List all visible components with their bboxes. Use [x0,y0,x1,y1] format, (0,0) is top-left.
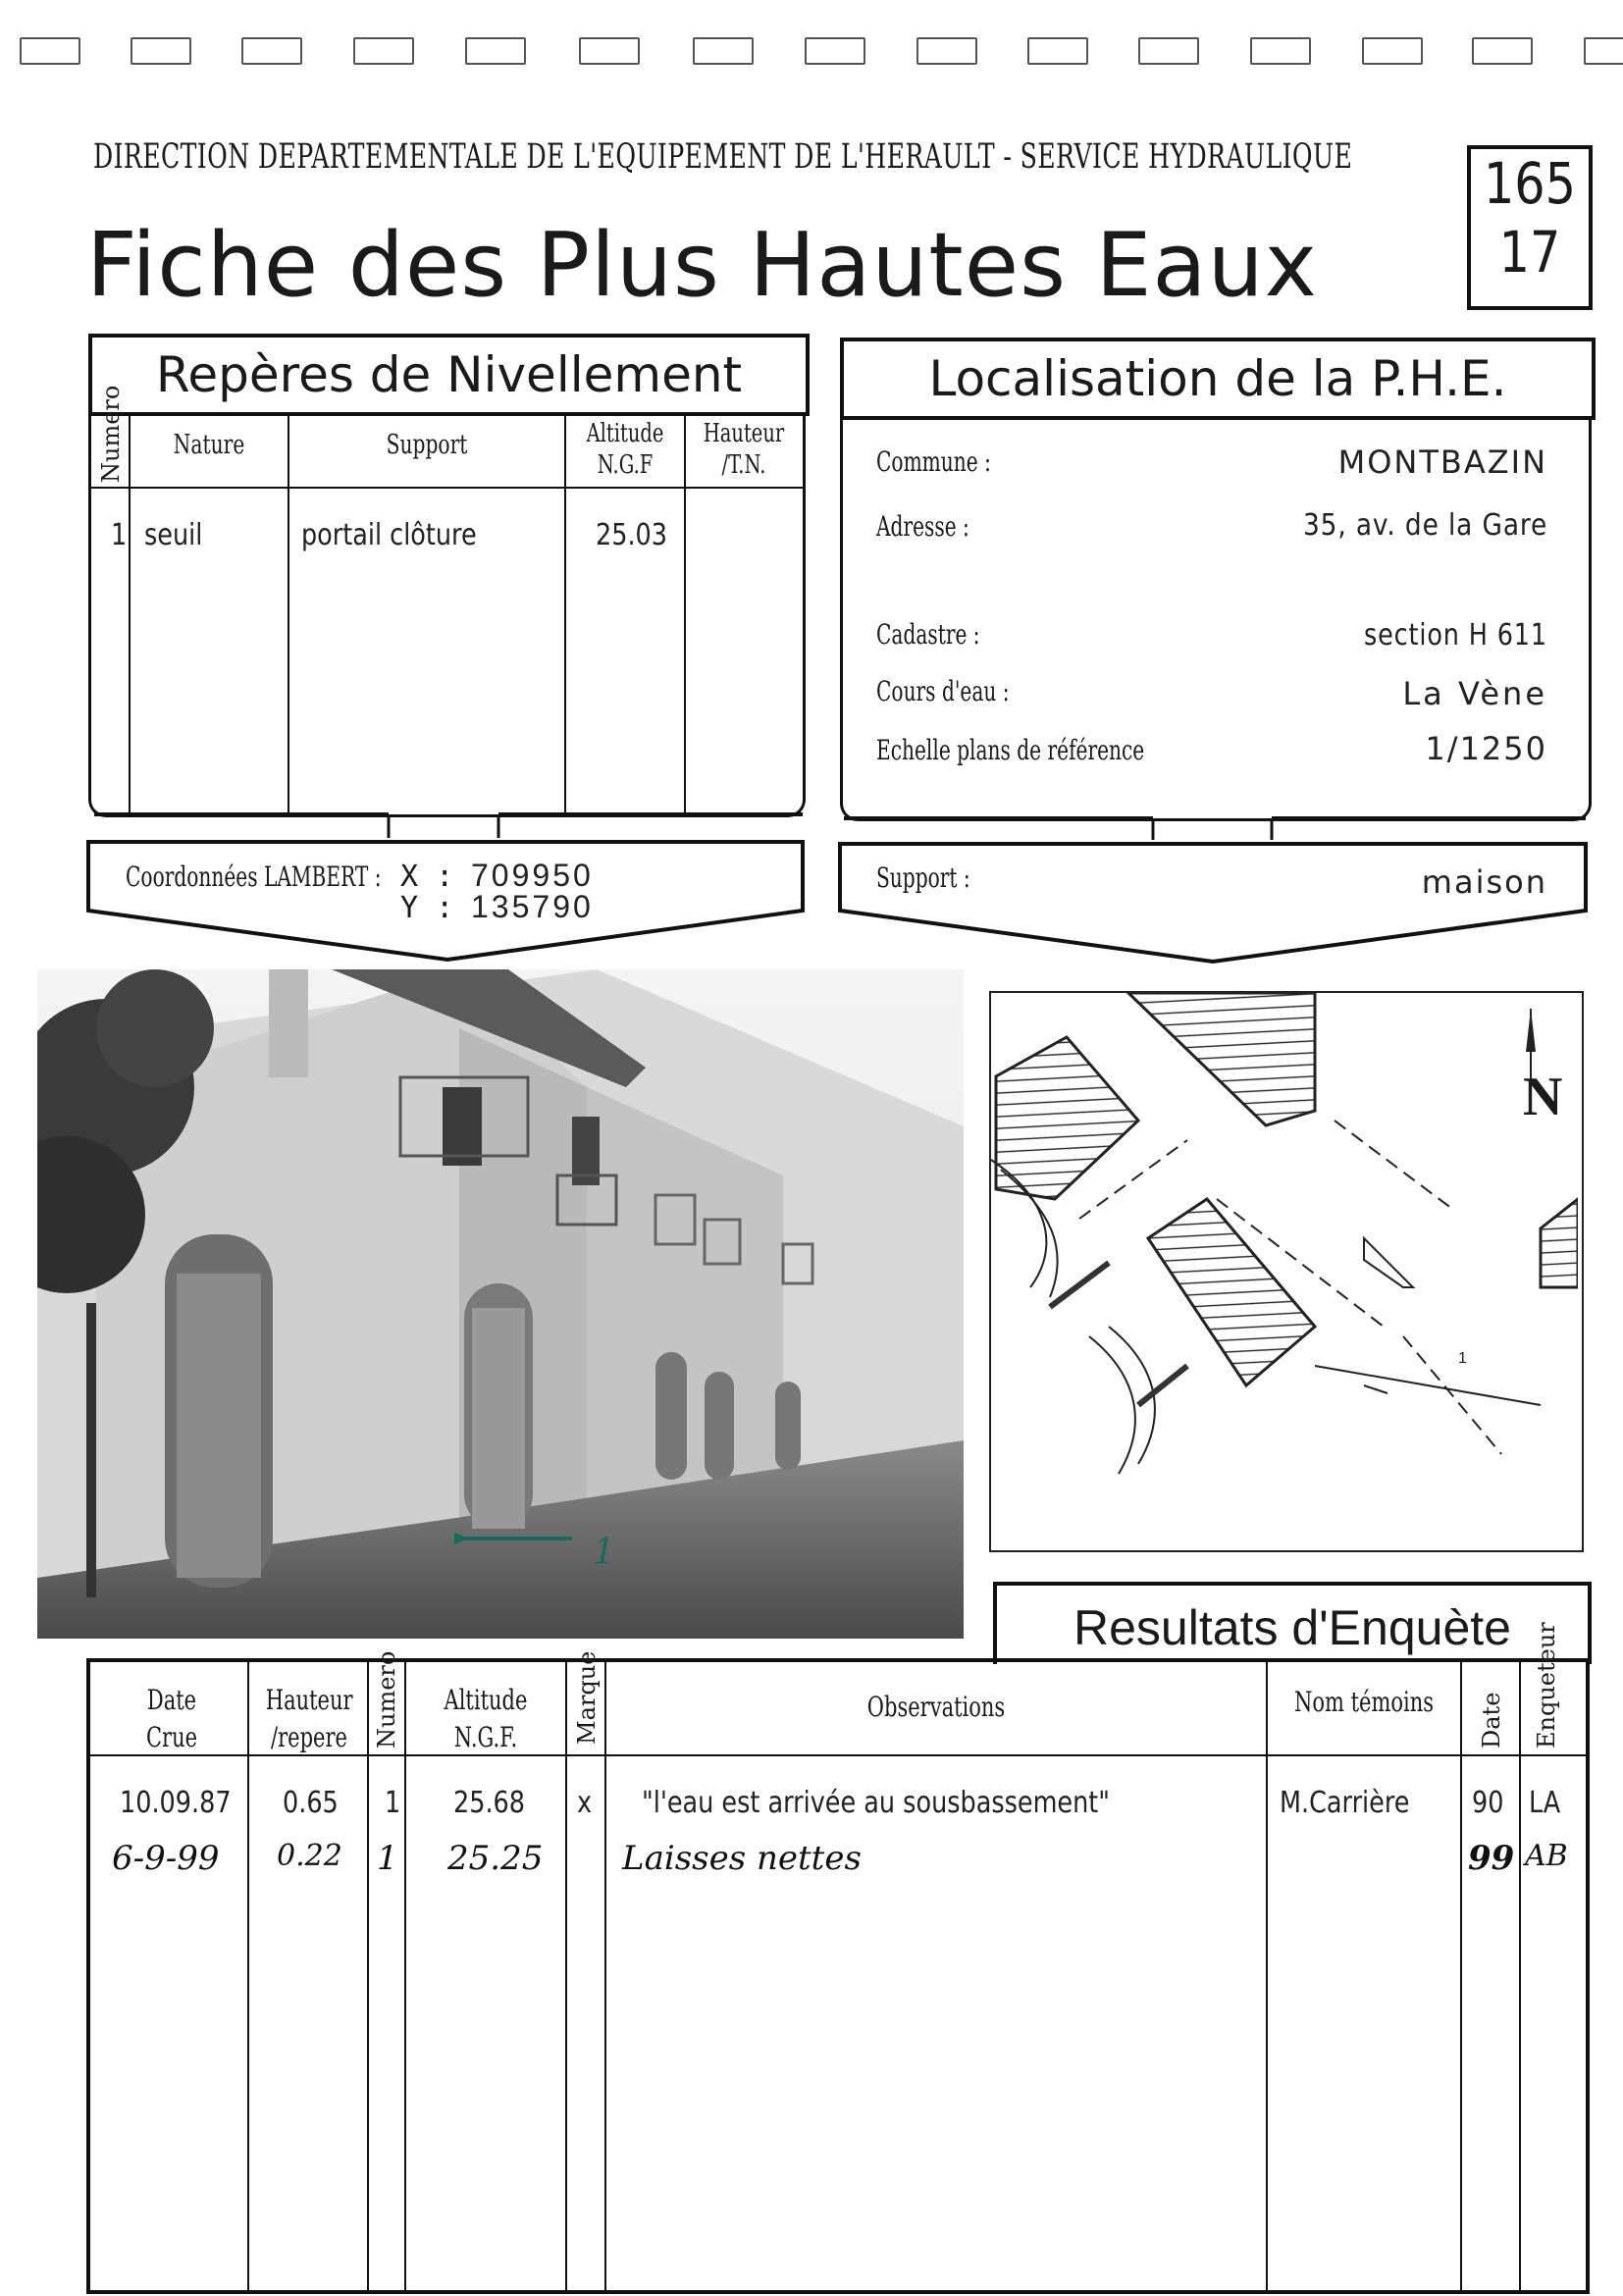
photo-marker-label: 1 [593,1533,615,1573]
x-label: X : [400,860,454,894]
street-photo [37,969,964,1639]
resultats-col-date-crue: Date Crue [145,1684,198,1753]
resultats-col-observations: Observations [866,1691,1006,1723]
resultat-1-nom: M.Carrière [1280,1786,1410,1820]
resultat-1-numero: 1 [385,1786,401,1820]
resultats-col-altitude: Altitude N.G.F. [444,1684,528,1753]
echelle-value: 1/1250 [1425,730,1547,767]
fiche-number-bottom: 17 [1498,219,1561,286]
resultat-1-marque: x [577,1786,593,1820]
north-label: N [1523,1067,1563,1127]
reperes-row-nature: seuil [144,518,203,552]
reperes-col-nature: Nature [173,430,245,460]
lambert-label: Coordonnées LAMBERT : [126,861,382,893]
resultats-col-hauteur: Hauteur /repere [265,1684,353,1753]
y-label: Y : [400,891,454,925]
resultat-2-hauteur: 0.22 [277,1839,342,1873]
commune-value: MONTBAZIN [1337,444,1547,481]
support-value: maison [1421,863,1547,901]
cadastre-label: Cadastre : [876,618,980,651]
resultat-2-enqueteur: AB [1525,1839,1568,1873]
reperes-title: Repères de Nivellement [88,334,810,416]
reperes-col-altitude: Altitude N.G.F [586,419,664,480]
commune-label: Commune : [876,445,991,478]
reperes-table [88,385,806,817]
y-value: 135790 [471,889,594,924]
resultats-col-numero: Numero [373,1650,400,1748]
resultat-1-date-crue: 10.09.87 [120,1786,232,1820]
resultat-1-date: 90 [1472,1786,1504,1820]
resultat-1-enqueteur: LA [1529,1786,1561,1820]
resultat-2-observations: Laisses nettes [622,1839,862,1878]
echelle-label: Echelle plans de référence [876,734,1145,766]
reperes-col-hauteur: Hauteur /T.N. [703,419,785,480]
resultat-1-altitude: 25.68 [453,1786,526,1820]
adresse-label: Adresse : [876,510,969,543]
cadastre-value: section H 611 [1364,618,1547,652]
reperes-row-altitude: 25.03 [596,518,668,552]
organisation-heading: DIRECTION DEPARTEMENTALE DE L'EQUIPEMENT DE L'HERAULT - SERVICE HYDRAULIQUE [93,137,1353,177]
fiche-number-box [1467,145,1593,310]
site-plan-drawing [991,993,1578,1546]
fiche-number-top: 165 [1483,150,1577,217]
reperes-col-numero: Numero [97,385,125,483]
resultats-col-marque: Marque [573,1650,601,1745]
plan-marker-label: 1 [1458,1350,1467,1367]
resultat-1-observations: "l'eau est arrivée au sousbassement" [642,1786,1111,1820]
cours-eau-label: Cours d'eau : [876,675,1010,707]
resultat-2-date-crue: 6-9-99 [112,1839,220,1878]
x-value: 709950 [471,858,594,893]
resultat-1-hauteur: 0.65 [283,1786,339,1820]
binder-holes [0,37,1623,69]
reperes-col-support: Support [386,430,468,460]
adresse-value: 35, av. de la Gare [1302,508,1547,543]
resultat-2-altitude: 25.25 [447,1839,544,1878]
resultat-2-numero: 1 [377,1839,398,1878]
resultats-col-date: Date [1478,1692,1505,1748]
page-title: Fiche des Plus Hautes Eaux [86,214,1318,317]
resultat-2-date: 99 [1468,1839,1515,1878]
cours-eau-value: La Vène [1402,675,1547,712]
reperes-row-support: portail clôture [301,518,477,552]
resultats-col-nom: Nom témoins [1293,1686,1435,1718]
resultats-col-enqueteur: Enqueteur [1533,1622,1560,1748]
resultats-title: Resultats d'Enquète [993,1582,1592,1664]
localisation-title: Localisation de la P.H.E. [840,338,1596,420]
support-label: Support : [876,861,970,894]
reperes-row-numero: 1 [111,518,128,552]
